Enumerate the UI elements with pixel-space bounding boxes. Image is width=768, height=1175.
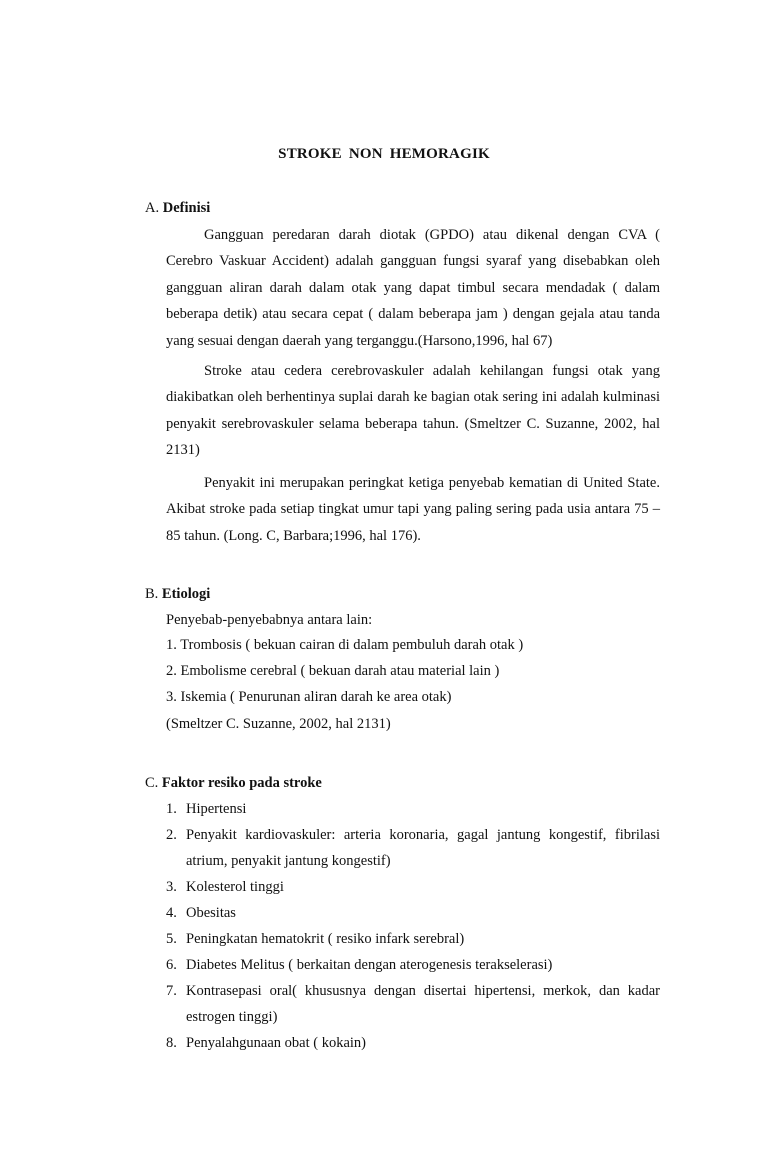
risk-factor-item xyxy=(166,823,660,874)
section-b-heading xyxy=(145,586,210,603)
risk-factor-text: Penyalahgunaan obat ( kokain) xyxy=(186,1035,366,1051)
risk-factor-number: 1. xyxy=(166,801,177,817)
etiologi-item: 3. Iskemia ( Penurunan aliran darah ke area otak) xyxy=(166,689,452,705)
risk-factor-item xyxy=(166,953,660,979)
section-c-letter: C. xyxy=(145,775,159,791)
risk-factor-text: Kontrasepasi oral( khususnya dengan disertai hipertensi, merkok, dan kadar estrogen tinggi) xyxy=(186,983,660,1025)
section-a-heading xyxy=(145,200,210,217)
risk-factor-number: 5. xyxy=(166,931,177,947)
risk-factor-text: Obesitas xyxy=(186,905,236,921)
section-b-title: Etiologi xyxy=(161,586,211,602)
risk-factor-text: Penyakit kardiovaskuler: arteria koronaria, gagal jantung kongestif, fibrilasi atrium, penyakit jantung kongestif) xyxy=(186,827,660,869)
risk-factor-text: Peningkatan hematokrit ( resiko infark serebral) xyxy=(186,931,465,947)
risk-factor-text: Diabetes Melitus ( berkaitan dengan aterogenesis terakselerasi) xyxy=(186,957,553,973)
section-c-title: Faktor resiko pada stroke xyxy=(161,775,322,791)
section-a-letter: A. xyxy=(145,200,160,216)
section-a-paragraph-3: Penyakit ini merupakan peringkat ketiga penyebab kematian di United State. Akibat stroke pada setiap tingkat umur tapi yang paling sering pada usia antara 75 – 85 tahun. (Long. C, Barbara;1996, hal 176). xyxy=(166,475,660,544)
risk-factor-text: Hipertensi xyxy=(186,801,247,817)
risk-factor-number: 6. xyxy=(166,957,177,973)
section-c-heading xyxy=(145,775,322,792)
risk-factor-number: 8. xyxy=(166,1035,177,1051)
etiologi-item: 2. Embolisme cerebral ( bekuan darah atau material lain ) xyxy=(166,663,500,679)
risk-factor-item xyxy=(166,875,660,901)
risk-factor-item xyxy=(166,901,660,927)
risk-factor-item xyxy=(166,797,660,823)
risk-factor-text: Kolesterol tinggi xyxy=(186,879,284,895)
section-a-paragraph-1: Gangguan peredaran darah diotak (GPDO) atau dikenal dengan CVA ( Cerebro Vaskuar Accident) adalah gangguan fungsi syaraf yang disebabkan oleh gangguan aliran darah dalam otak yang dapat timbul secara mendadak ( dalam beberapa detik) atau secara cepat ( dalam beberapa jam ) dengan gejala atau tanda yang sesuai dengan daerah yang terganggu.(Harsono,1996, hal 67) xyxy=(166,227,660,349)
section-a-paragraph-2: Stroke atau cedera cerebrovaskuler adalah kehilangan fungsi otak yang diakibatkan oleh berhentinya suplai darah ke bagian otak sering ini adalah kulminasi penyakit serebrovaskuler selama beberapa tahun. (Smeltzer C. Suzanne, 2002, hal 2131) xyxy=(166,363,660,459)
risk-factor-number: 3. xyxy=(166,879,177,895)
risk-factor-number: 7. xyxy=(166,983,177,999)
risk-factor-item xyxy=(166,979,660,1030)
risk-factor-item xyxy=(166,927,660,953)
etiologi-citation: (Smeltzer C. Suzanne, 2002, hal 2131) xyxy=(166,716,391,732)
risk-factor-item xyxy=(166,1031,660,1057)
etiologi-intro: Penyebab-penyebabnya antara lain: xyxy=(166,612,373,628)
section-a-title: Definisi xyxy=(162,200,211,216)
risk-factor-number: 4. xyxy=(166,905,177,921)
page-title: STROKE NON HEMORAGIK xyxy=(278,146,490,162)
risk-factor-number: 2. xyxy=(166,827,177,843)
section-b-letter: B. xyxy=(145,586,159,602)
etiologi-item: 1. Trombosis ( bekuan cairan di dalam pembuluh darah otak ) xyxy=(166,637,524,653)
